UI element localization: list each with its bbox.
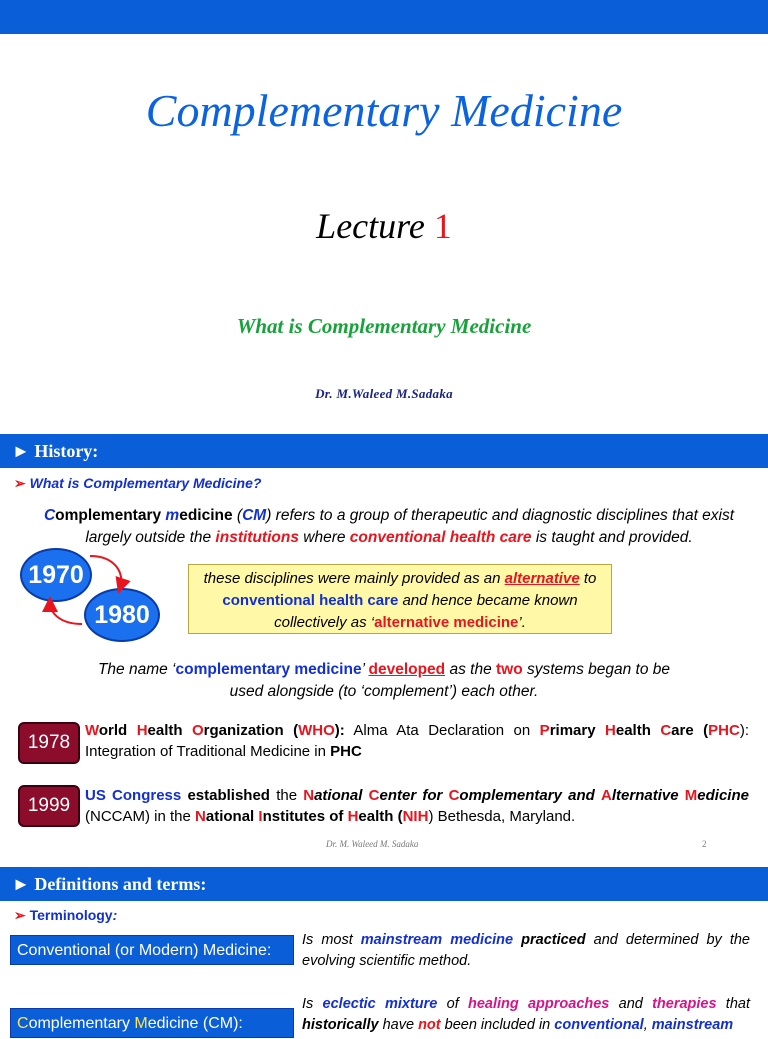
nccam-text: enter for bbox=[379, 787, 449, 804]
intro-text: ( bbox=[232, 507, 243, 524]
history-section-bar bbox=[0, 434, 768, 468]
lecture-label: Lecture bbox=[316, 206, 434, 246]
def-healing-approaches: healing approaches bbox=[467, 996, 610, 1012]
lecture-number: 1 bbox=[433, 206, 452, 246]
who-text: rimary bbox=[549, 722, 606, 739]
nccam-c: C bbox=[368, 787, 380, 804]
name-complementary-medicine: complementary medicine bbox=[175, 661, 362, 678]
who-h: H bbox=[136, 722, 148, 739]
year-1980-bubble: 1980 bbox=[84, 588, 160, 642]
def-text: , bbox=[643, 1017, 652, 1033]
who-text: ealth bbox=[615, 722, 661, 739]
lecture-heading bbox=[0, 205, 768, 247]
intro-conventional-health-care: conventional health care bbox=[349, 529, 532, 546]
def-conventional-medicine bbox=[302, 930, 750, 972]
note-text: these disciplines were mainly provided as an bbox=[203, 570, 505, 587]
who-text: ): Integration of Traditional Medicine in bbox=[85, 722, 749, 760]
alternative-medicine-note bbox=[188, 564, 612, 634]
def-text: and determined by the evolving scientific method. bbox=[302, 932, 750, 969]
def-historically: historically bbox=[302, 1017, 379, 1033]
nccam-c2: C bbox=[448, 787, 460, 804]
who-acronym: WHO bbox=[298, 722, 335, 739]
nih-acronym: NIH bbox=[402, 808, 429, 825]
name-paragraph bbox=[94, 659, 674, 703]
terminology-colon: : bbox=[112, 907, 118, 923]
phc-acronym-2: PHC bbox=[330, 743, 362, 760]
term-text: omplementary bbox=[28, 1015, 135, 1032]
note-text: and hence became known collectively as ‘ bbox=[274, 592, 578, 631]
intro-text: ) refers to a group of therapeutic and diagnostic disciplines that exist largely outside the bbox=[85, 507, 735, 546]
name-developed: developed bbox=[368, 661, 446, 678]
term-complementary-medicine bbox=[10, 1008, 294, 1038]
phc-acronym: PHC bbox=[708, 722, 740, 739]
intro-cm: CM bbox=[242, 507, 267, 524]
intro-text: where bbox=[298, 529, 350, 546]
nccam-text: edicine bbox=[697, 787, 749, 804]
intro-text: is taught and provided. bbox=[531, 529, 693, 546]
def-not: not bbox=[418, 1017, 441, 1033]
name-text: systems began to be used alongside (to ‘complement’) each other. bbox=[229, 661, 671, 700]
who-text: orld bbox=[98, 722, 137, 739]
def-conventional: conventional bbox=[554, 1017, 644, 1033]
intro-paragraph bbox=[24, 505, 754, 549]
note-text: to bbox=[579, 570, 597, 587]
year-1978-badge: 1978 bbox=[18, 722, 80, 764]
def-text: have bbox=[378, 1017, 419, 1033]
intro-letter-c: C bbox=[43, 507, 56, 524]
nccam-text: ealth ( bbox=[358, 808, 403, 825]
def-eclectic-mixture: eclectic mixture bbox=[322, 996, 438, 1012]
who-w: W bbox=[85, 722, 99, 739]
definitions-section-title: ► Definitions and terms: bbox=[12, 874, 207, 894]
nih-i: I bbox=[258, 808, 263, 825]
who-text: ealth bbox=[147, 722, 192, 739]
intro-institutions: institutions bbox=[215, 529, 299, 546]
nccam-n: N bbox=[303, 787, 315, 804]
term-conventional-medicine: Conventional (or Modern) Medicine: bbox=[10, 935, 294, 965]
terminology-label: Terminology bbox=[29, 907, 113, 923]
top-bar bbox=[0, 0, 768, 34]
term-letter-c: C bbox=[17, 1015, 29, 1032]
intro-word-omplementary: omplementary bbox=[55, 507, 166, 524]
name-two: two bbox=[496, 661, 523, 678]
phc-h: H bbox=[605, 722, 616, 739]
nccam-text: (NCCAM) in the bbox=[85, 808, 196, 825]
def-text: been included in bbox=[440, 1017, 555, 1033]
nih-h: H bbox=[347, 808, 359, 825]
nccam-established: established bbox=[181, 787, 270, 804]
nccam-a: A bbox=[601, 787, 612, 804]
intro-word-edicine: edicine bbox=[179, 507, 233, 524]
def-text: Is bbox=[302, 996, 323, 1012]
nccam-text: ational bbox=[314, 787, 369, 804]
author-name: Dr. M.Waleed M.Sadaka bbox=[315, 386, 453, 401]
def-mainstream-medicine: mainstream medicine bbox=[360, 932, 514, 948]
definitions-section-bar bbox=[0, 867, 768, 901]
page-number: 2 bbox=[702, 839, 707, 849]
nccam-m: M bbox=[684, 787, 698, 804]
bullet-arrow-icon: ➢ bbox=[14, 475, 30, 491]
nccam-1999-text bbox=[85, 785, 749, 827]
note-text: ’. bbox=[518, 614, 526, 631]
def-practiced: practiced bbox=[521, 932, 586, 948]
who-1978-text bbox=[85, 720, 749, 762]
who-text: Alma Ata Declaration on bbox=[344, 722, 540, 739]
term-text: edicine (CM): bbox=[147, 1015, 243, 1032]
who-text: ): bbox=[334, 722, 345, 739]
phc-p: P bbox=[539, 722, 550, 739]
def-mainstream: mainstream bbox=[651, 1017, 734, 1033]
nccam-text: nstitutes of bbox=[262, 808, 348, 825]
question-text: What is Complementary Medicine? bbox=[29, 475, 262, 491]
terminology-bullet bbox=[14, 907, 117, 924]
nccam-text: lternative bbox=[611, 787, 685, 804]
def-complementary-medicine bbox=[302, 994, 750, 1036]
history-section-title: ► History: bbox=[12, 441, 99, 461]
term-letter-m: M bbox=[134, 1015, 148, 1032]
footer-author: Dr. M. Waleed M. Sadaka bbox=[326, 839, 419, 849]
name-text: ’ bbox=[361, 661, 369, 678]
nccam-text: the bbox=[269, 787, 304, 804]
intro-letter-m: m bbox=[165, 507, 180, 524]
bullet-arrow-icon: ➢ bbox=[14, 907, 30, 923]
year-1970-bubble: 1970 bbox=[20, 548, 92, 602]
def-therapies: therapies bbox=[652, 996, 717, 1012]
slide-subtitle: What is Complementary Medicine bbox=[236, 314, 532, 338]
nccam-text: ) Bethesda, Maryland. bbox=[428, 808, 576, 825]
who-o: O bbox=[192, 722, 204, 739]
nih-n: N bbox=[195, 808, 206, 825]
question-bullet bbox=[14, 475, 261, 492]
cycle-arrows-icon bbox=[40, 548, 140, 638]
who-text: rganization ( bbox=[203, 722, 299, 739]
name-text: as the bbox=[445, 661, 496, 678]
nccam-text: ational bbox=[205, 808, 259, 825]
def-text: Is most bbox=[302, 932, 361, 948]
year-1999-badge: 1999 bbox=[18, 785, 80, 827]
who-text: are ( bbox=[671, 722, 709, 739]
nccam-text: omplementary and bbox=[459, 787, 602, 804]
us-congress: US Congress bbox=[85, 787, 182, 804]
def-text: that bbox=[716, 996, 750, 1012]
def-text bbox=[513, 932, 521, 948]
phc-c: C bbox=[660, 722, 672, 739]
def-text: and bbox=[609, 996, 653, 1012]
note-conventional-health-care: conventional health care bbox=[222, 592, 399, 609]
note-alternative: alternative bbox=[504, 570, 580, 587]
name-text: The name ‘ bbox=[97, 661, 176, 678]
slide-title: Complementary Medicine bbox=[145, 85, 623, 136]
def-text: of bbox=[437, 996, 468, 1012]
note-alternative-medicine: alternative medicine bbox=[374, 614, 519, 631]
